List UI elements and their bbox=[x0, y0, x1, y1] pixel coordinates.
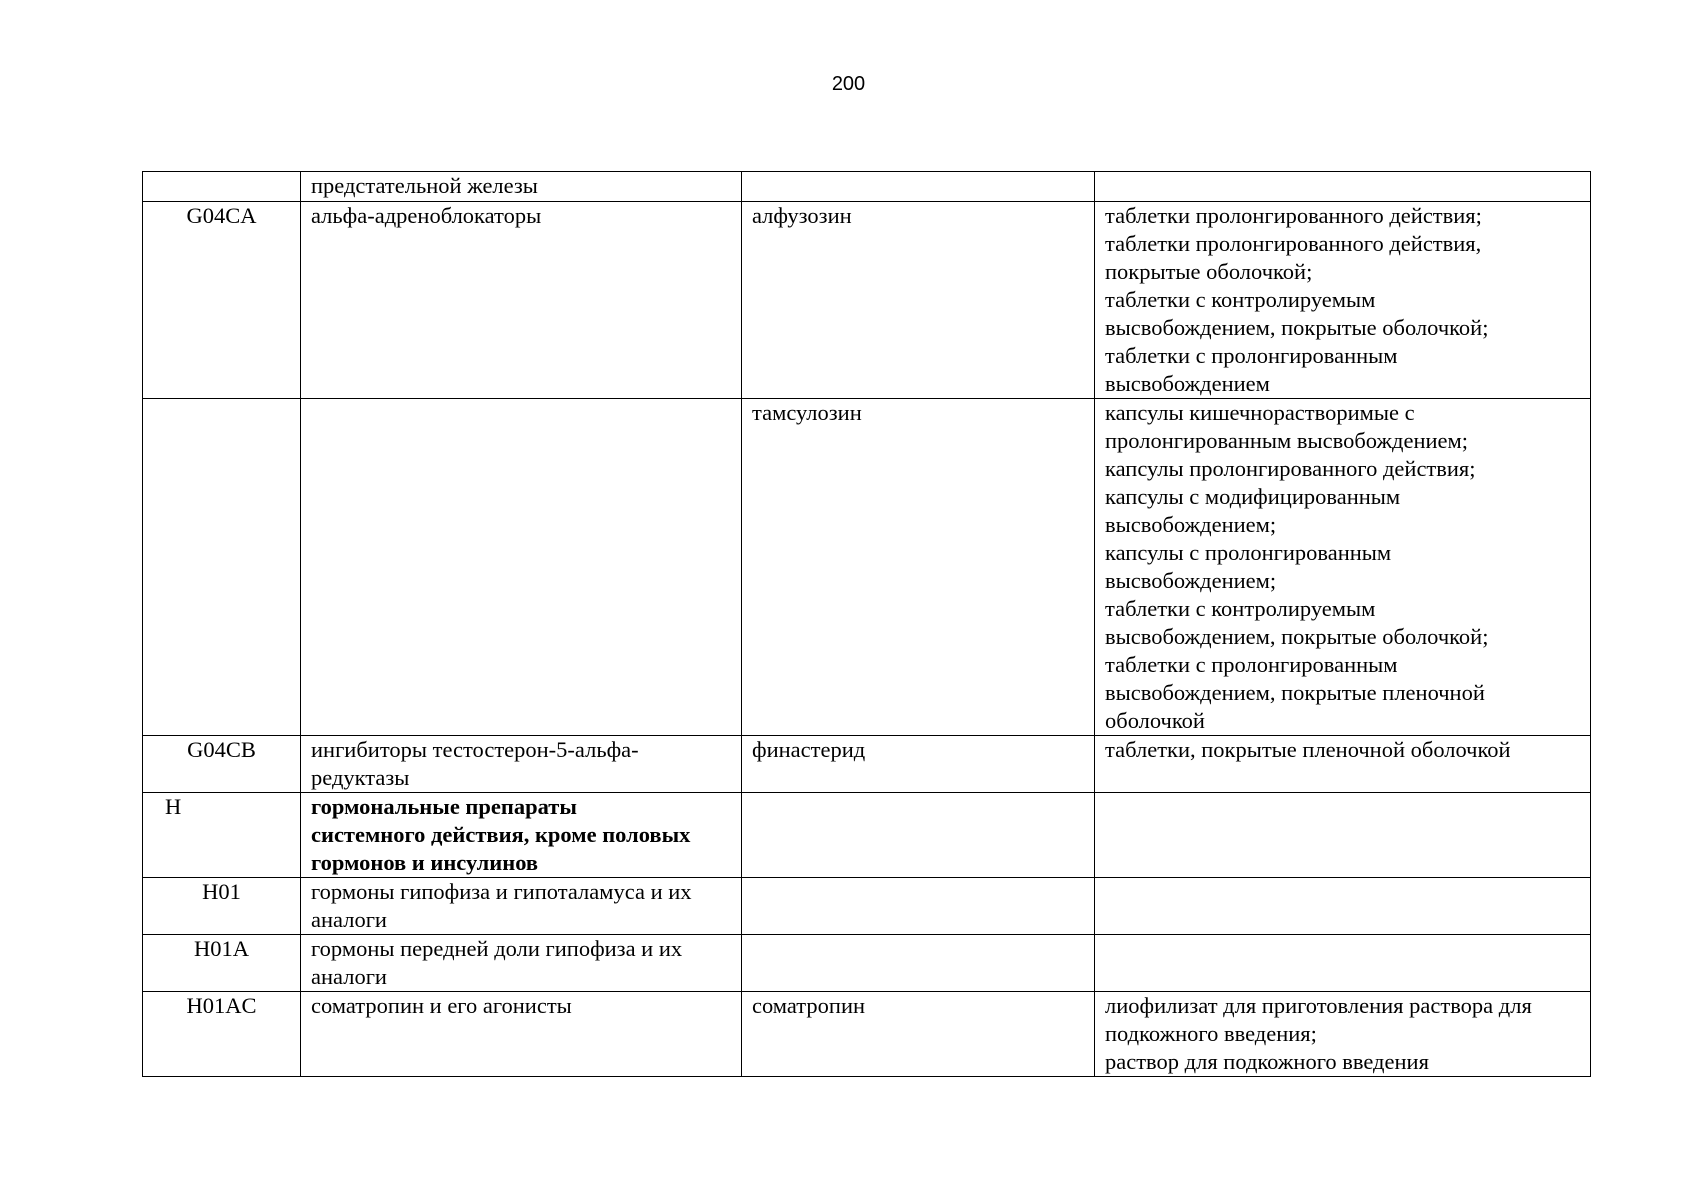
dosage-form-line: капсулы пролонгированного действия; bbox=[1105, 456, 1476, 481]
group-name-line: аналоги bbox=[311, 964, 387, 989]
atc-code-cell bbox=[143, 399, 301, 736]
drug-table bbox=[142, 171, 1591, 1077]
drug-name-cell: соматропин bbox=[742, 992, 1095, 1077]
group-name-line: гормонов и инсулинов bbox=[311, 850, 539, 875]
table-row bbox=[143, 793, 1591, 878]
dosage-form-line: лиофилизат для приготовления раствора для bbox=[1105, 993, 1532, 1018]
drug-name-cell bbox=[742, 793, 1095, 878]
atc-code-cell: G04CA bbox=[143, 202, 301, 399]
table-row bbox=[143, 399, 1591, 736]
dosage-forms-cell bbox=[1095, 992, 1591, 1077]
dosage-form-line: высвобождением, покрытые оболочкой; bbox=[1105, 624, 1489, 649]
dosage-form-line: капсулы с модифицированным bbox=[1105, 484, 1401, 509]
dosage-form-line: пролонгированным высвобождением; bbox=[1105, 428, 1469, 453]
group-name-line: гормоны передней доли гипофиза и их bbox=[311, 936, 683, 961]
table-row bbox=[143, 992, 1591, 1077]
group-name-line: системного действия, кроме половых bbox=[311, 822, 691, 847]
group-name-line: альфа-адреноблокаторы bbox=[311, 203, 542, 228]
dosage-form-line: высвобождением, покрытые оболочкой; bbox=[1105, 315, 1489, 340]
dosage-forms-cell bbox=[1095, 793, 1591, 878]
group-name-cell bbox=[301, 793, 742, 878]
dosage-form-line: высвобождением, покрытые пленочной bbox=[1105, 680, 1485, 705]
dosage-form-line: раствор для подкожного введения bbox=[1105, 1049, 1429, 1074]
table-row bbox=[143, 172, 1591, 202]
group-name-line: гормоны гипофиза и гипоталамуса и их bbox=[311, 879, 692, 904]
dosage-form-line: капсулы с пролонгированным bbox=[1105, 540, 1392, 565]
dosage-forms-cell bbox=[1095, 399, 1591, 736]
table-row bbox=[143, 878, 1591, 935]
table-row bbox=[143, 935, 1591, 992]
drug-name-cell: финастерид bbox=[742, 736, 1095, 793]
drug-name-cell bbox=[742, 172, 1095, 202]
dosage-form-line: таблетки с контролируемым bbox=[1105, 596, 1376, 621]
group-name-line: соматропин и его агонисты bbox=[311, 993, 572, 1018]
atc-code-cell: H01A bbox=[143, 935, 301, 992]
group-name-cell bbox=[301, 935, 742, 992]
group-name-line: гормональные препараты bbox=[311, 794, 577, 819]
dosage-forms-cell bbox=[1095, 878, 1591, 935]
dosage-form-line: таблетки пролонгированного действия, bbox=[1105, 231, 1482, 256]
group-name-line: аналоги bbox=[311, 907, 387, 932]
drug-name-cell bbox=[742, 935, 1095, 992]
drug-name-cell: алфузозин bbox=[742, 202, 1095, 399]
dosage-form-line: капсулы кишечнорастворимые с bbox=[1105, 400, 1415, 425]
dosage-forms-cell bbox=[1095, 736, 1591, 793]
dosage-form-line: высвобождением bbox=[1105, 371, 1270, 396]
dosage-form-line: таблетки с пролонгированным bbox=[1105, 652, 1398, 677]
dosage-form-line: покрытые оболочкой; bbox=[1105, 259, 1313, 284]
drug-name-cell bbox=[742, 878, 1095, 935]
group-name-line: ингибиторы тестостерон-5-альфа- bbox=[311, 737, 639, 762]
dosage-form-line: оболочкой bbox=[1105, 708, 1205, 733]
group-name-line: редуктазы bbox=[311, 765, 410, 790]
atc-code-cell bbox=[143, 172, 301, 202]
dosage-form-line: таблетки с контролируемым bbox=[1105, 287, 1376, 312]
group-name-cell bbox=[301, 736, 742, 793]
drug-name-cell: тамсулозин bbox=[742, 399, 1095, 736]
dosage-form-line: таблетки пролонгированного действия; bbox=[1105, 203, 1482, 228]
dosage-form-line: высвобождением; bbox=[1105, 512, 1277, 537]
group-name-cell bbox=[301, 992, 742, 1077]
dosage-form-line: таблетки, покрытые пленочной оболочкой bbox=[1105, 737, 1511, 762]
atc-code-cell: H01AC bbox=[143, 992, 301, 1077]
dosage-forms-cell bbox=[1095, 202, 1591, 399]
table-row bbox=[143, 202, 1591, 399]
group-name-cell bbox=[301, 399, 742, 736]
group-name-cell bbox=[301, 878, 742, 935]
dosage-form-line: подкожного введения; bbox=[1105, 1021, 1317, 1046]
dosage-forms-cell bbox=[1095, 935, 1591, 992]
atc-code-cell: H bbox=[143, 793, 301, 878]
atc-code-cell: G04CB bbox=[143, 736, 301, 793]
group-name-cell bbox=[301, 202, 742, 399]
page-number: 200 bbox=[831, 73, 866, 95]
group-name-line: предстательной железы bbox=[311, 173, 538, 198]
group-name-cell bbox=[301, 172, 742, 202]
dosage-forms-cell bbox=[1095, 172, 1591, 202]
dosage-form-line: таблетки с пролонгированным bbox=[1105, 343, 1398, 368]
atc-code-cell: H01 bbox=[143, 878, 301, 935]
table-row bbox=[143, 736, 1591, 793]
dosage-form-line: высвобождением; bbox=[1105, 568, 1277, 593]
